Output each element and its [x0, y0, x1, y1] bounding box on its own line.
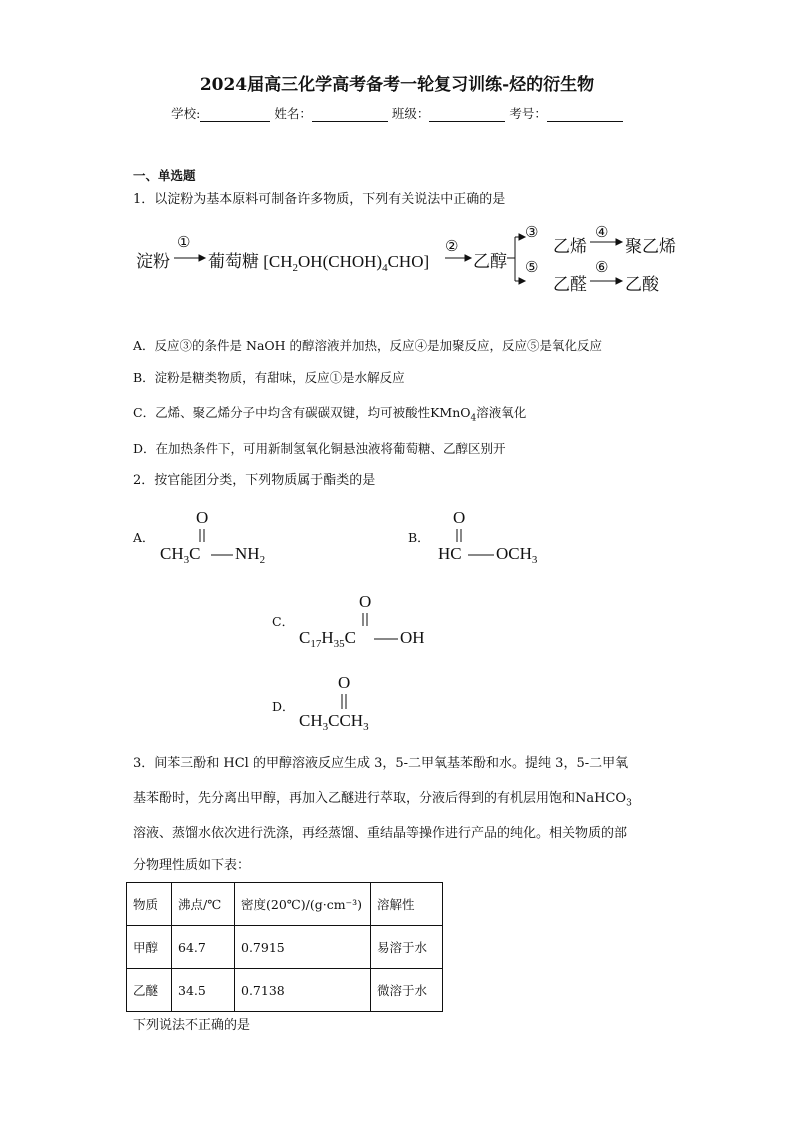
option-letter: A． [133, 530, 155, 545]
table-cell: 0.7915 [235, 926, 371, 969]
bond-lines [408, 508, 568, 568]
class-label: 班级： [391, 106, 430, 121]
q2-stem: 2．按官能团分类，下列物质属于酯类的是 [133, 473, 376, 488]
school-blank[interactable] [200, 108, 270, 122]
ethylene-label: 乙烯 [553, 237, 587, 256]
ester-formula-right: $OCH_3$ [496, 544, 538, 566]
student-info-line [0, 104, 794, 122]
carbonyl-oxygen: O [453, 508, 466, 527]
option-letter: D． [272, 699, 295, 714]
q1-option-a[interactable]: A．反应③的条件是 NaOH 的醇溶液并加热，反应④是加聚反应，反应⑤是氧化反应 [133, 338, 603, 353]
table-row [127, 969, 443, 1012]
table-cell: 易溶于水 [371, 926, 443, 969]
option-letter: B． [408, 530, 430, 545]
q1-option-c[interactable]: C．乙烯、聚乙烯分子中均含有碳碳双键，均可被酸性KMnO$_4$溶液氧化 [133, 405, 527, 424]
physical-properties-table [126, 882, 443, 1012]
table-header-cell: 沸点/℃ [172, 883, 235, 926]
name-label: 姓名： [274, 106, 312, 121]
table-cell: 乙醚 [127, 969, 172, 1012]
q1-reaction-scheme [133, 225, 693, 295]
q3-line-4: 分物理性质如下表： [133, 858, 251, 873]
q3-line-1: 3．间苯三酚和 HCl 的甲醇溶液反应生成 3，5-二甲氧基苯酚和水。提纯 3，5-二甲氧 [133, 756, 629, 771]
amide-formula-right: $NH_2$ [235, 544, 266, 566]
step-5-label: ⑤ [525, 260, 539, 276]
q1-option-b[interactable]: B．淀粉是糖类物质，有甜味，反应①是水解反应 [133, 370, 405, 385]
q3-line-2: 基苯酚时，先分离出甲醇，再加入乙醚进行萃取，分液后得到的有机层用饱和NaHCO$_3$ [133, 791, 632, 809]
exam-no-blank[interactable] [547, 108, 623, 122]
ketone-formula: $CH_3CCH_3$ [299, 711, 369, 733]
carbonyl-oxygen: O [359, 592, 372, 611]
table-cell: 64.7 [172, 926, 235, 969]
table-row [127, 926, 443, 969]
carbonyl-oxygen: O [196, 508, 209, 527]
table-header-cell: 物质 [127, 883, 172, 926]
page-title: 2024届高三化学高考备考一轮复习训练-烃的衍生物 [199, 75, 595, 95]
exam-no-label: 考号： [509, 106, 547, 121]
table-header-cell: 溶解性 [371, 883, 443, 926]
q1-option-d[interactable]: D．在加热条件下，可用新制氢氧化铜悬浊液将葡萄糖、乙醇区别开 [133, 441, 506, 456]
class-blank[interactable] [429, 108, 505, 122]
q2-option-b[interactable] [408, 508, 568, 568]
name-blank[interactable] [312, 108, 388, 122]
section-heading: 一、单选题 [133, 168, 196, 183]
polyethylene-label: 聚乙烯 [625, 237, 676, 256]
step-1-label: ① [177, 235, 191, 251]
q1-stem: 1．以淀粉为基本原料可制备许多物质，下列有关说法中正确的是 [133, 192, 506, 207]
acetic-acid-label: 乙酸 [625, 275, 659, 294]
step-2-label: ② [445, 239, 459, 255]
q2-option-c[interactable] [272, 592, 452, 656]
starch-label: 淀粉 [136, 252, 170, 271]
school-label: 学校: [171, 106, 201, 121]
ester-formula-left: HC [438, 544, 462, 563]
ethanol-label: 乙醇 [473, 252, 507, 271]
table-cell: 0.7138 [235, 969, 371, 1012]
table-header-row [127, 883, 443, 926]
table-cell: 微溶于水 [371, 969, 443, 1012]
acid-formula-left: $C_{17}H_{35}C$ [299, 628, 356, 650]
step-3-label: ③ [525, 225, 539, 241]
q2-option-d[interactable] [272, 673, 422, 737]
acid-formula-right: OH [400, 628, 425, 647]
step-6-label: ⑥ [595, 260, 609, 276]
q3-question: 下列说法不正确的是 [133, 1018, 251, 1033]
table-cell: 甲醇 [127, 926, 172, 969]
amide-formula-left: $CH_3C$ [160, 544, 201, 566]
carbonyl-oxygen: O [338, 673, 351, 692]
acetaldehyde-label: 乙醛 [553, 275, 587, 294]
glucose-label: 葡萄糖 $[CH_2OH(CHOH)_4CHO]$ [208, 252, 430, 274]
bond-lines [133, 508, 293, 568]
step-4-label: ④ [595, 225, 609, 241]
table-cell: 34.5 [172, 969, 235, 1012]
q3-line-3: 溶液、蒸馏水依次进行洗涤，再经蒸馏、重结晶等操作进行产品的纯化。相关物质的部 [133, 826, 628, 841]
q2-option-a[interactable] [133, 508, 293, 568]
table-header-cell: 密度(20℃)/(g·cm⁻³) [235, 883, 371, 926]
option-letter: C． [272, 614, 295, 629]
